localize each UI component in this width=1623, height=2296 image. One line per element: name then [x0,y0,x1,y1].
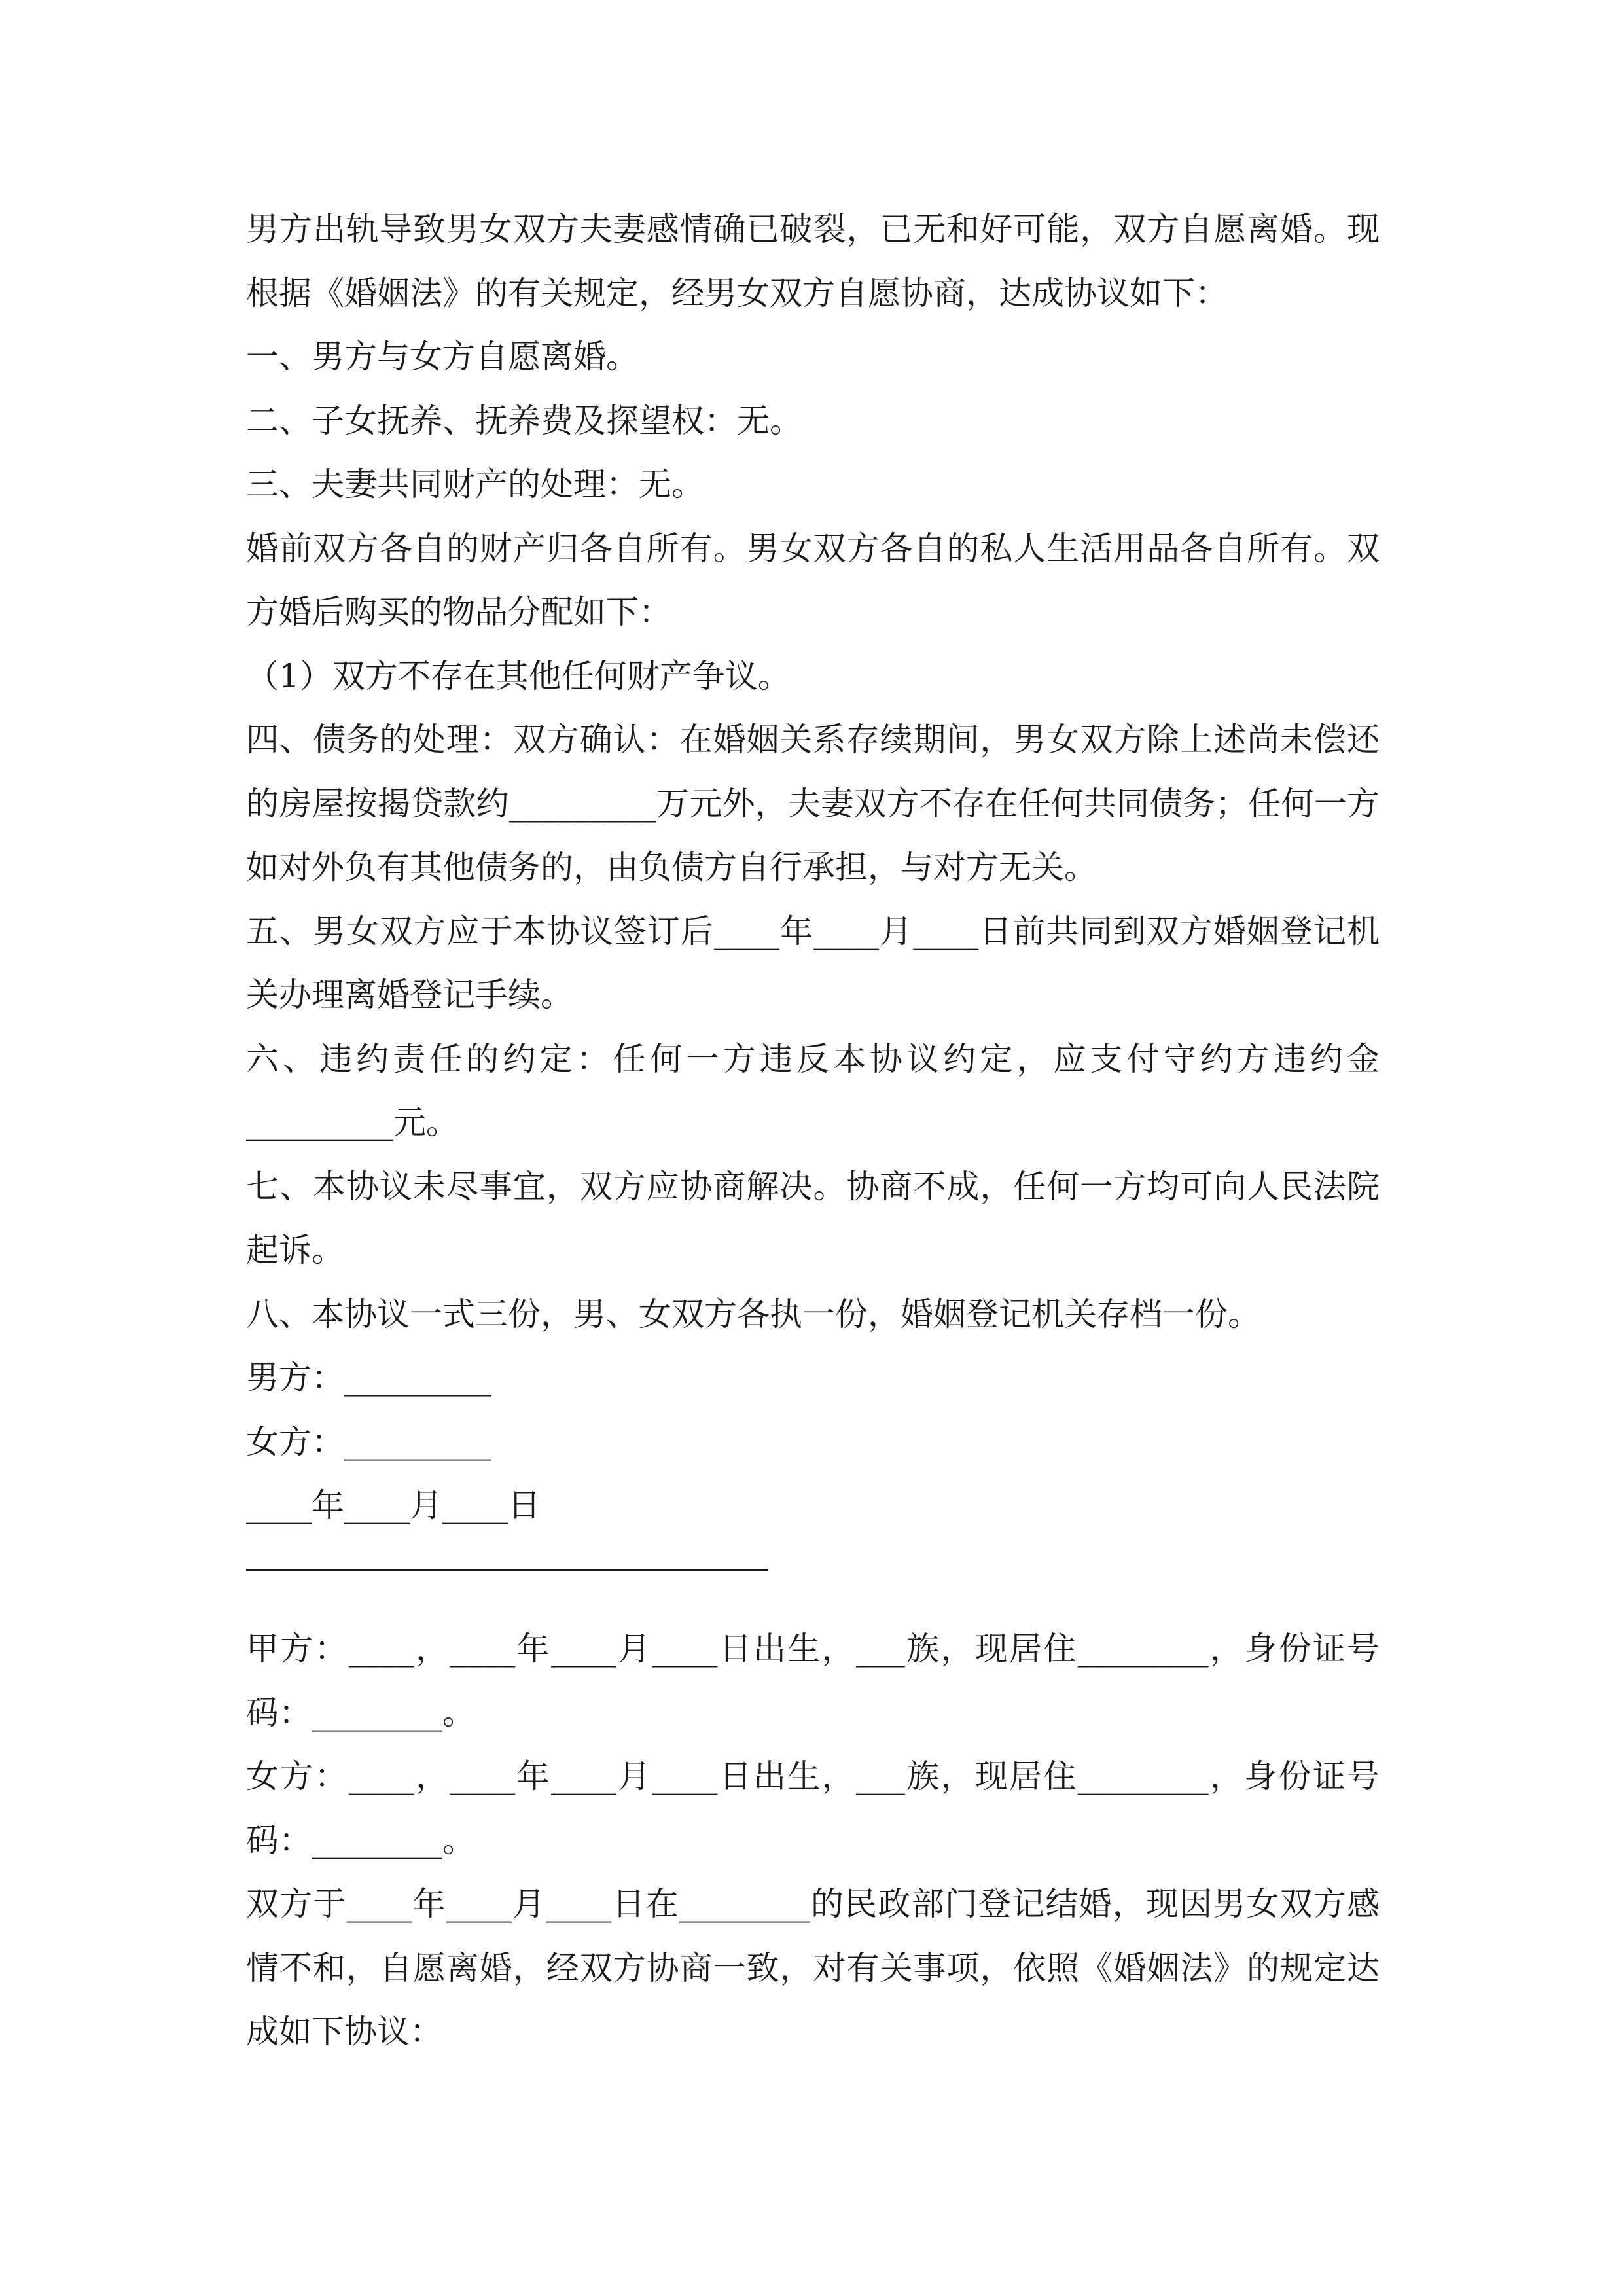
clause-6: 六、违约责任的约定：任何一方违反本协议约定，应支付守约方违约金_________元。 [246,1039,1380,1141]
clause-4: 四、债务的处理：双方确认：在婚姻关系存续期间，男女双方除上述尚未偿还的房屋按揭贷款约_________万元外，夫妻双方不存在任何共同债务；任何一方如对外负有其他债务的，由负债方自行承担，与对方无关。 [246,721,1380,886]
clause-8: 八、本协议一式三份，男、女双方各执一份，婚姻登记机关存档一份。 [246,1295,1260,1333]
male-signature-line: 男方：_________ [246,1359,491,1397]
document-body [246,198,1380,2064]
property-item-1: （1）双方不存在其他任何财产争议。 [246,656,791,695]
party-a-info: 甲方：____，____年____月____日出生，___族，现居住________，身份证号码：________。 [246,1630,1380,1732]
section-divider [246,1538,1380,1602]
clause-7: 七、本协议未尽事宜，双方应协商解决。协商不成，任何一方均可向人民法院起诉。 [246,1167,1380,1269]
female-signature-line: 女方：_________ [246,1422,491,1461]
clause-3: 三、夫妻共同财产的处理：无。 [246,465,704,503]
clause-1: 一、男方与女方自愿离婚。 [246,338,639,376]
clause-2: 二、子女抚养、抚养费及探望权：无。 [246,401,802,440]
marriage-registration-paragraph: 双方于____年____月____日在________的民政部门登记结婚，现因男女双方感情不和，自愿离婚，经双方协商一致，对有关事项，依照《婚姻法》的规定达成如下协议： [246,1885,1380,2051]
property-paragraph: 婚前双方各自的财产归各自所有。男女双方各自的私人生活用品各自所有。双方婚后购买的物品分配如下： [246,529,1380,631]
intro-paragraph: 男方出轨导致男女双方夫妻感情确已破裂，已无和好可能，双方自愿离婚。现根据《婚姻法》的有关规定，经男女双方自愿协商，达成协议如下： [246,210,1380,312]
clause-5: 五、男女双方应于本协议签订后____年____月____日前共同到双方婚姻登记机关办理离婚登记手续。 [246,912,1380,1014]
party-b-info: 女方：____，____年____月____日出生，___族，现居住________，身份证号码：________。 [246,1757,1380,1859]
date-line: ____年____月____日 [246,1486,541,1524]
